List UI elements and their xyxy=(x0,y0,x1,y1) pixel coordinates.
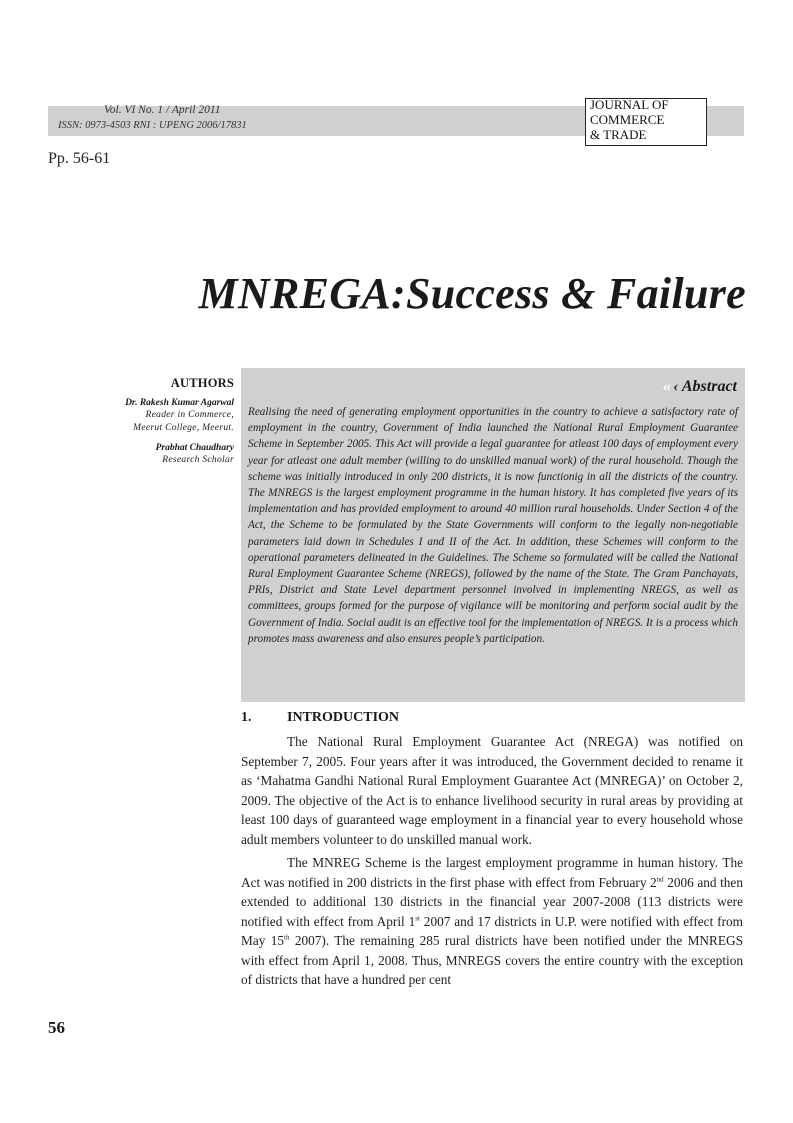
section-title: INTRODUCTION xyxy=(287,710,400,725)
chevron-left-icon: ‹ xyxy=(673,378,682,395)
paragraph: The National Rural Employment Guarantee Act (NREGA) was notified on September 7, 2005. Four years after it was introduced, the Government decided to rename it as ‘Mahatma Gandhi National Rural Employment Guarantee Act (MNREGA)’ on October 2, 2009. The objective of the Act is to enhance livelihood security in rural areas by providing at least 100 days of guaranteed wage employment in a financial year to every household whose adult members volunteer to do unskilled manual work. xyxy=(241,734,743,847)
author-name: Prabhat Chaudhary xyxy=(155,443,234,453)
author-affiliation: Reader in Commerce, xyxy=(145,410,234,420)
authors-block xyxy=(96,376,234,467)
section-heading xyxy=(241,710,399,726)
volume-info: Vol. VI No. 1 / April 2011 xyxy=(104,104,221,116)
journal-logo xyxy=(585,98,707,146)
section-number: 1. xyxy=(241,710,252,725)
author-affiliation: Research Scholar xyxy=(162,455,234,465)
page-number: 56 xyxy=(48,1018,65,1037)
author-name: Dr. Rakesh Kumar Agarwal xyxy=(125,398,234,408)
issn-info: ISSN: 0973-4503 RNI : UPENG 2006/17831 xyxy=(58,120,247,131)
authors-heading: AUTHORS xyxy=(170,376,234,390)
abstract-box xyxy=(241,368,745,702)
logo-line-3: & TRADE xyxy=(590,127,647,142)
article-title: MNREGA:Success & Failure xyxy=(198,269,746,318)
body-text xyxy=(241,732,743,990)
author-affiliation: Meerut College, Meerut. xyxy=(133,422,234,433)
double-chevron-left-icon: ‹‹ xyxy=(662,378,670,395)
logo-line-2: COMMERCE xyxy=(590,112,665,127)
logo-line-1: JOURNAL OF xyxy=(590,97,669,112)
page-range: Pp. 56-61 xyxy=(48,150,111,167)
abstract-heading-row xyxy=(662,378,737,396)
abstract-text: Realising the need of generating employment opportunities in the country to achieve a satisfactory rate of employment in the country, Government of India launched the National Rural Employment Guarantee Scheme in September 2005. This Act will provide a legal guarantee for atleast 100 days of employment every year for atleast one adult member (willing to do unskilled manual work) of the rural household. Though the scheme was initially introduced in only 200 districts, it is now functionig in all the districts of the country. The MNREGS is the largest employment programme in the human history. It has completed five years of its implementation and has provided employment to around 40 million rural households. Under Section 4 of the Act, the Scheme to be formulated by the State Governments will conform to the legally non-negotiable parameters laid down in Schedules I and II of the Act. In addition, these Schemes will conform to the operational parameters delineated in the Guidelines. The Scheme so formulated will be called the National Rural Employment Guarantee Scheme (NREGS), followed by the name of the State. The Gram Panchayats, PRIs, District and State Level department personnel involved in implementing NREGS, as well as committees, groups formed for the purpose of vigilance will be monitoring and perform social audit by the Government of India. Social audit is an effective tool for the implementation of NREGS. It is a process which promotes mass awareness and also ensures people’s participation. xyxy=(248,406,738,645)
paragraph: The MNREG Scheme is the largest employment programme in human history. The Act was notified in 200 districts in the first phase with effect from February 2nd 2006 and then extended to additional 130 districts in the financial year 2007-2008 (113 districts were notified with effect from April 1st 2007 and 17 districts in U.P. were notified with effect from May 15th 2007). The remaining 285 rural districts have been notified under the MNREGS with effect from April 1, 2008. Thus, MNREGS covers the entire country with the exception of districts that have a hundred per cent xyxy=(241,855,743,987)
abstract-heading: Abstract xyxy=(681,378,737,395)
